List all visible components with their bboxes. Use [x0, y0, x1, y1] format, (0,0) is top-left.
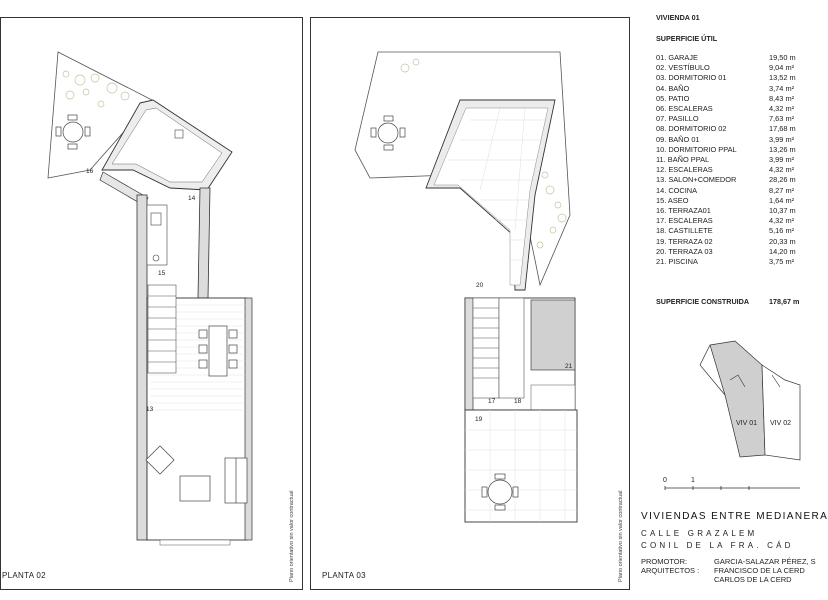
room-area: 7,63 m²: [769, 114, 795, 124]
room-name: 20. TERRAZA 03: [656, 246, 713, 256]
room-area: 1,64 m²: [769, 195, 795, 205]
address-line-2: CONIL DE LA FRA. CÁD: [641, 541, 794, 550]
castillete-18: [499, 298, 524, 398]
scale-bar-label: 0: [663, 477, 667, 484]
room-label: 19: [475, 416, 483, 423]
room-area: 14,20 m: [769, 246, 796, 256]
key-plan-viv02: [762, 365, 800, 460]
room-area: 3,74 m²: [769, 83, 795, 93]
scale-bar-label: 1: [691, 477, 695, 484]
room-area: 4,32 m²: [769, 165, 795, 175]
built-area-label: SUPERFICIE CONSTRUIDA: [656, 297, 750, 306]
floor-plan-planta-02: [0, 0, 310, 600]
room-name: 19. TERRAZA 02: [656, 236, 713, 246]
address-line-1: CALLE GRAZALEM: [641, 529, 758, 538]
disclaimer-note: Plano orientativo sin valor contractual: [289, 490, 295, 582]
project-title: VIVIENDAS ENTRE MEDIANERA: [641, 511, 828, 522]
room-name: 12. ESCALERAS: [656, 165, 713, 175]
room-label: 13: [146, 406, 154, 413]
room-area-row: [656, 216, 800, 225]
room-name: 08. DORMITORIO 02: [656, 124, 727, 134]
room-name: 01. GARAJE: [656, 53, 698, 62]
room-area-row: [656, 135, 800, 144]
room-area: 28,26 m: [769, 175, 796, 185]
room-area: 19,50 m: [769, 53, 796, 62]
floor-plan-planta-03: [310, 0, 630, 600]
room-area-row: [656, 247, 800, 256]
room-name: 15. ASEO: [656, 195, 689, 205]
room-name: 18. CASTILLETE: [656, 226, 713, 236]
room-name: 06. ESCALERAS: [656, 104, 713, 113]
entry-threshold: [160, 540, 230, 545]
room-area-row: [656, 53, 800, 62]
room-area-row: [656, 114, 800, 123]
room-name: 04. BAÑO: [656, 83, 690, 93]
room-label: 15: [158, 270, 166, 277]
room-area-row: [656, 145, 800, 154]
room-area-row: [656, 196, 800, 205]
room-area: 17,68 m: [769, 124, 796, 134]
room-area-row: [656, 186, 800, 195]
promotor-label: PROMOTOR:: [641, 557, 688, 566]
room-area-row: [656, 73, 800, 82]
room-area: 3,75 m²: [769, 257, 795, 266]
room-label: 21: [565, 363, 573, 370]
room-label: 20: [476, 282, 484, 289]
room-area-row: [656, 155, 800, 164]
room-area-row: [656, 84, 800, 93]
pool-deck: [531, 385, 575, 410]
room-area: 5,16 m²: [769, 226, 795, 236]
room-name: 10. DORMITORIO PPAL: [656, 144, 737, 154]
room-area: 13,52 m: [769, 73, 796, 83]
room-area-row: [656, 165, 800, 174]
key-plan-label: VIV 02: [770, 420, 792, 427]
room-label: 17: [488, 398, 496, 405]
room-area-row: [656, 63, 800, 72]
room-area-row: [656, 104, 800, 113]
key-plan-label: VIV 01: [736, 420, 758, 427]
room-label: 16: [86, 168, 94, 175]
staircase-17: [473, 298, 499, 398]
unit-title: VIVIENDA 01: [656, 13, 700, 22]
room-name: 17. ESCALERAS: [656, 216, 713, 226]
promotor-line: [641, 557, 816, 566]
room-name: 11. BAÑO PPAL: [656, 155, 710, 164]
room-name: 05. PATIO: [656, 93, 690, 103]
key-plan: [690, 335, 800, 465]
architects-value: CARLOS DE LA CERD: [714, 575, 792, 584]
architects-line: [641, 566, 805, 575]
room-name: 21. PISCINA: [656, 257, 698, 266]
room-area-row: [656, 175, 800, 184]
room-area-row: [656, 257, 800, 266]
party-wall: [245, 298, 252, 540]
room-area: 10,37 m: [769, 206, 796, 215]
panel-title-planta-02: PLANTA 02: [2, 571, 46, 580]
room-area: 13,26 m: [769, 144, 796, 154]
kitchen-sink: [175, 130, 183, 138]
room-area-row: [656, 124, 800, 133]
scale-bar: [655, 470, 800, 500]
room-name: 02. VESTÍBULO: [656, 63, 710, 73]
room-area: 8,27 m²: [769, 185, 795, 195]
right-wall: [198, 188, 210, 298]
panel-title-planta-03: PLANTA 03: [322, 571, 366, 580]
room-area-row: [656, 226, 800, 235]
room-name: 07. PASILLO: [656, 114, 699, 124]
castillete-wall: [465, 298, 473, 410]
room-area: 3,99 m²: [769, 134, 795, 144]
room-area-row: [656, 94, 800, 103]
aseo-toilet: [151, 213, 161, 225]
room-label: 14: [188, 195, 196, 202]
room-area-row: [656, 206, 800, 215]
room-name: 16. TERRAZA01: [656, 206, 711, 215]
aseo-basin: [153, 255, 159, 261]
staircase-12: [148, 285, 176, 373]
terraza-19: [465, 410, 577, 522]
architects-value: FRANCISCO DE LA CERD: [714, 566, 805, 575]
built-area-value: 178,67 m: [769, 297, 800, 306]
room-area: 8,43 m²: [769, 93, 795, 103]
promotor-value: GARCIA-SALAZAR PÉREZ, S: [714, 557, 816, 566]
room-area: 9,04 m²: [769, 63, 795, 73]
room-name: 14. COCINA: [656, 185, 698, 195]
room-name: 13. SALON+COMEDOR: [656, 175, 737, 185]
section-title: SUPERFICIE ÚTIL: [656, 34, 718, 43]
room-name: 09. BAÑO 01: [656, 134, 700, 144]
key-plan-viv01: [710, 341, 765, 457]
left-wall: [137, 195, 147, 540]
disclaimer-note: Plano orientativo sin valor contractual: [618, 490, 624, 582]
room-area: 20,33 m: [769, 236, 796, 246]
room-area: 4,32 m²: [769, 104, 795, 113]
piscina-21: [531, 300, 575, 370]
room-area: 3,99 m²: [769, 155, 795, 164]
room-area-row: [656, 237, 800, 246]
room-name: 03. DORMITORIO 01: [656, 73, 727, 83]
room-area: 4,32 m²: [769, 216, 795, 226]
room-label: 18: [514, 398, 522, 405]
architects-label: ARQUITECTOS :: [641, 566, 700, 575]
